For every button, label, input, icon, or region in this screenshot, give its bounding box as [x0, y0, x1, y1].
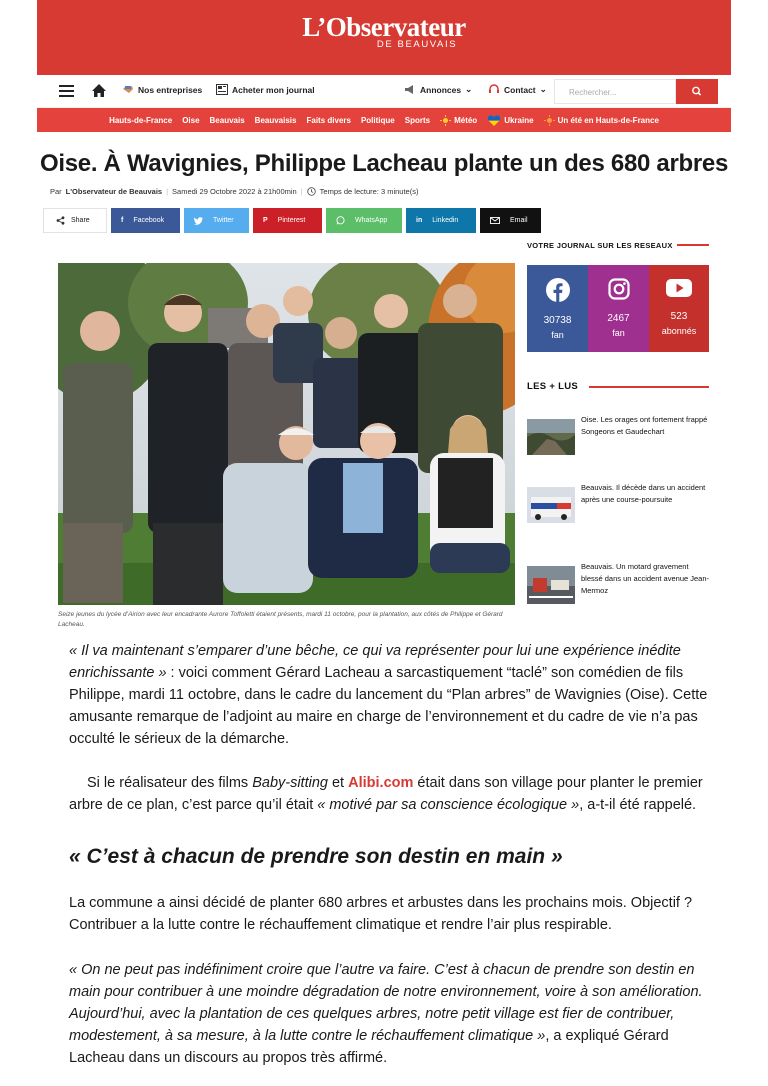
- contact-label: Contact: [504, 84, 536, 95]
- author-link[interactable]: L'Observateur de Beauvais: [65, 187, 163, 196]
- youtube-unit: abonnés: [661, 326, 697, 336]
- nav-item-beauvaisis[interactable]: Beauvaisis: [254, 115, 297, 125]
- section-rule: [677, 244, 709, 246]
- most-read-title-text: Oise. Les orages ont fortement frappé Songeons et Gaudechart: [581, 415, 708, 436]
- nav-item-ete-hdf[interactable]: [539, 115, 664, 126]
- nos-entreprises-link[interactable]: [122, 84, 202, 95]
- whatsapp-icon: [336, 216, 345, 225]
- clock-icon: [307, 187, 316, 196]
- facebook-unit: fan: [551, 330, 564, 340]
- share-linkedin-button[interactable]: [406, 208, 476, 233]
- contact-menu[interactable]: [488, 84, 547, 95]
- facebook-icon: f: [121, 217, 124, 224]
- nav-item-faits-divers[interactable]: Faits divers: [306, 115, 351, 125]
- reading-time: Temps de lecture: 3 minute(s): [319, 187, 419, 196]
- instagram-icon: [608, 278, 630, 300]
- sun-icon: [544, 115, 555, 126]
- headset-icon: [488, 84, 500, 95]
- most-read-title: LES + LUS: [527, 381, 579, 392]
- nav-item-ukraine-label: Ukraine: [504, 115, 534, 125]
- article-meta: [50, 187, 418, 196]
- share-icon: [56, 216, 65, 225]
- search-icon: [676, 79, 718, 104]
- site-logo-subtitle: DE BEAUVAIS: [376, 39, 458, 50]
- paragraph-4-rest: , a expliqué Gérard Lacheau dans un discours au propos très affirmé.: [69, 1028, 669, 1066]
- meta-divider: |: [300, 187, 303, 196]
- share-twitter-button[interactable]: [184, 208, 249, 233]
- most-read-item[interactable]: [527, 482, 717, 532]
- share-whatsapp-button[interactable]: [326, 208, 402, 233]
- share-pinterest-label: Pinterest: [277, 217, 306, 224]
- home-icon[interactable]: [91, 83, 107, 98]
- acheter-journal-link[interactable]: [216, 84, 315, 95]
- facebook-follow-box[interactable]: [527, 265, 588, 352]
- annonces-menu[interactable]: [404, 84, 472, 95]
- menu-icon[interactable]: [59, 85, 74, 97]
- meta-divider: |: [166, 187, 169, 196]
- share-linkedin-label: Linkedin: [432, 217, 459, 224]
- share-bar: [43, 208, 541, 233]
- linkedin-icon: in: [416, 217, 423, 224]
- paragraph-4: [69, 959, 719, 1069]
- alibi-link[interactable]: Alibi.com: [348, 775, 414, 791]
- share-facebook-button[interactable]: [111, 208, 180, 233]
- most-read-thumbnail: [527, 487, 575, 523]
- chevron-down-icon: ⌄: [465, 84, 473, 94]
- nos-entreprises-label: Nos entreprises: [138, 84, 203, 95]
- paragraph-1-rest: : voici comment Gérard Lacheau a sarcastiquement “taclé” son comédien de fils Philippe, mardi 11 octobre, dans le cadre du lancement du “Plan arbres” de Wavignies (Oise). Cette amusante remarque de l’adjoint au maire en charge de l’environnement et du cadre de vie n’a pas occulté le sérieux de la démarche.: [69, 665, 708, 747]
- most-read-thumbnail: [527, 566, 575, 604]
- nav-item-oise[interactable]: Oise: [182, 115, 200, 125]
- share-facebook-label: Facebook: [133, 217, 165, 224]
- most-read-title-text: Beauvais. Il décède dans un accident après une course-poursuite: [581, 483, 706, 504]
- category-nav: [37, 108, 731, 132]
- nav-item-politique[interactable]: Politique: [360, 115, 395, 125]
- publish-date: Samedi 29 Octobre 2022 à 21h00min: [172, 187, 297, 196]
- meta-by: Par: [50, 187, 62, 196]
- instagram-count: 2467: [607, 313, 630, 324]
- nav-item-ukraine[interactable]: [482, 115, 538, 126]
- section-rule: [589, 386, 709, 388]
- most-read-item[interactable]: [527, 414, 717, 464]
- paragraph-2-and: et: [327, 775, 349, 791]
- social-section-title: VOTRE JOURNAL SUR LES RESEAUX: [527, 241, 673, 250]
- top-bar: [37, 75, 731, 108]
- facebook-count: 30738: [543, 315, 572, 326]
- share-counter: [43, 208, 107, 233]
- ukraine-heart-icon: [487, 115, 501, 126]
- paragraph-2-a: Si le réalisateur des films: [87, 775, 253, 791]
- film-baby-sitting: Baby-sitting: [252, 775, 328, 791]
- nav-item-meteo[interactable]: [435, 115, 482, 126]
- youtube-count: 523: [670, 311, 688, 322]
- most-read-title-text: Beauvais. Un motard gravement blessé dans un accident avenue Jean-Mermoz: [581, 562, 710, 595]
- paragraph-2-c: , a-t-il été rappelé.: [579, 797, 697, 813]
- nav-item-beauvais[interactable]: Beauvais: [209, 115, 245, 125]
- instagram-unit: fan: [612, 328, 625, 338]
- photo-caption: Seize jeunes du lycée d’Airion avec leur encadrante Aurore Toffoletti étaient présents, mardi 11 octobre, pour la plantation, aux côtés de Philippe et Gérard Lacheau.: [58, 611, 503, 628]
- section-heading: « C’est à chacun de prendre son destin en main »: [69, 845, 563, 868]
- youtube-follow-box[interactable]: [649, 265, 709, 352]
- megaphone-icon: [404, 84, 416, 95]
- share-label: Share: [71, 217, 90, 224]
- site-logo[interactable]: L’Observateur: [302, 12, 466, 42]
- search-input[interactable]: Rechercher...: [554, 79, 676, 104]
- paragraph-2-quote: « motivé par sa conscience écologique »: [317, 797, 580, 813]
- email-icon: [490, 217, 500, 224]
- paragraph-2-b: était dans son village pour planter le premier arbre de ce plan, c’est parce qu’il était: [69, 775, 703, 813]
- share-email-button[interactable]: [480, 208, 541, 233]
- share-pinterest-button[interactable]: [253, 208, 322, 233]
- nav-item-meteo-label: Météo: [454, 115, 478, 125]
- most-read-thumbnail: [527, 419, 575, 455]
- acheter-label: Acheter mon journal: [232, 84, 315, 95]
- chevron-down-icon: ⌄: [539, 84, 547, 94]
- annonces-label: Annonces: [420, 84, 462, 95]
- site-header: [37, 0, 731, 75]
- paragraph-4-quote: « On ne peut pas indéfiniment croire que l’autre va faire. C’est à chacun de prendre son destin en main pour contribuer à une moindre dégradation de notre environnement, voire à son amélioration. Aujourd’hui, avec la plantation de ces quelques arbres, notre petit village est fier de contribuer, modestement, à sa mesure, à la lutte contre le réchauffement climatique »: [69, 962, 703, 1044]
- instagram-follow-box[interactable]: [588, 265, 649, 352]
- sun-icon: [440, 115, 451, 126]
- article-photo: [58, 263, 515, 605]
- share-email-label: Email: [510, 217, 528, 224]
- article-title: Oise. À Wavignies, Philippe Lacheau plante un des 680 arbres: [39, 150, 728, 177]
- facebook-icon: [546, 278, 570, 302]
- youtube-icon: [666, 278, 692, 298]
- search-button[interactable]: [676, 79, 718, 104]
- newspaper-icon: [216, 84, 228, 95]
- twitter-icon: [194, 217, 203, 225]
- paragraph-1: [69, 640, 719, 750]
- pinterest-icon: P: [263, 217, 268, 224]
- handshake-icon: [122, 84, 134, 95]
- paragraph-3: La commune a ainsi décidé de planter 680 arbres et arbustes dans les prochains mois. Objectif ? Contribuer a la lutte contre le réchauffement climatique et rendre l’air plus respirable.: [69, 895, 693, 933]
- most-read-item[interactable]: [527, 561, 717, 611]
- nav-item-hauts-de-france[interactable]: Hauts-de-France: [109, 115, 173, 125]
- share-whatsapp-label: WhatsApp: [355, 217, 388, 224]
- paragraph-2: [69, 772, 719, 816]
- paragraph-1-quote: « Il va maintenant s’emparer d’une bêche, ce qui va représenter pour lui une expérience inédite enrichissante »: [69, 643, 681, 681]
- share-twitter-label: Twitter: [213, 217, 234, 224]
- nav-item-ete-label: Un été en Hauts-de-France: [557, 115, 659, 125]
- nav-item-sports[interactable]: Sports: [404, 115, 431, 125]
